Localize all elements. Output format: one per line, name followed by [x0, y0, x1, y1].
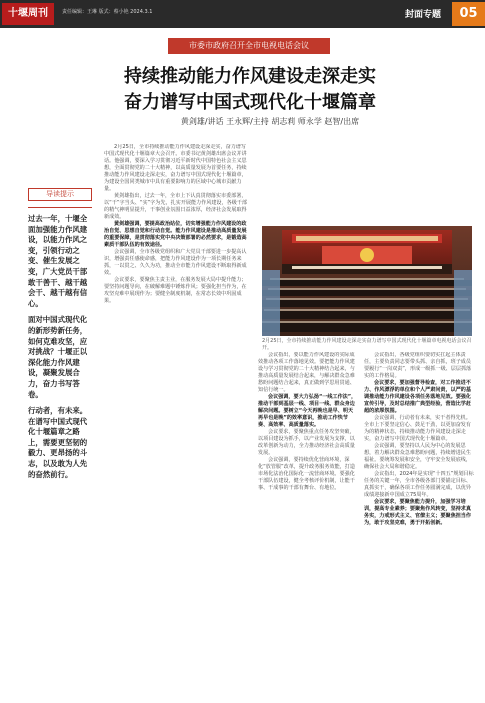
- meeting-photo: [262, 226, 472, 336]
- masthead-logo: 十堰周刊: [2, 3, 54, 25]
- body-column-3: [364, 352, 474, 698]
- body-paragraph: 黄剑雄指出，过去一年，全市上下认真贯彻落实市委部署，以“干”字当头、“实”字为先，扎实开展能力作风建设，各级干部的精气神明显提升，干事创业氛围日益浓厚，经济社会发展取得新成效。: [104, 193, 247, 220]
- header-credits: 责任编辑：王琳 版式：蔡小艳 2024.3.1: [62, 9, 153, 15]
- body-paragraph: 会议要求，要加强督导检查，对工作推进不力、作风漂浮的单位和个人严肃问责，以严的基调推动能力作风建设各项任务落地见效。要强化宣传引导，及时总结推广典型经验，营造比学赶超的浓厚氛围。: [364, 380, 471, 414]
- body-paragraph: 会议要求，要聚焦能力提升，加强学习培训，提高专业素养；要聚焦作风转变，坚持求真务实，力戒形式主义、官僚主义；要聚焦担当作为，敢于攻坚克难，勇于开拓创新。: [364, 499, 471, 526]
- body-paragraph: 会议要求，要聚焦重点任务攻坚突破，以项目建设为抓手，以产业发展为支撑，以改革创新为动力，全力推动经济社会高质量发展。: [258, 429, 355, 456]
- sidebar-paragraph: 行动者，有未来。在谱写中国式现代化十堰篇章之路上，需要更坚韧的毅力、更昂扬的斗志，以及敢为人先的奋然前行。: [28, 406, 88, 479]
- body-paragraph: 会议强调，要持续优化营商环境，深化“放管服”改革，提升政务服务效能，打造市场化法治化国际化一流营商环境。要强化干部队伍建设，健全考核评价机制，让能干事、干成事的干部有舞台、有地位。: [258, 457, 355, 491]
- body-paragraph: 会议强调，行动者有未来，实干者得先机。全市上下要坚定信心、鼓足干劲，以更加奋发有为的精神状态，持续推动能力作风建设走深走实，奋力谱写中国式现代化十堰篇章。: [364, 415, 471, 442]
- article-byline: 黄剑雄/讲话 王永辉/主持 胡志莉 师永学 赵智/出席: [180, 117, 360, 126]
- headline-line-2: 奋力谱写中国式现代化十堰篇章: [124, 92, 376, 113]
- body-paragraph: 会议指出，2024年是实现“十四五”规划目标任务的关键一年，全市各级各部门要锚定目标、真抓实干，确保各项工作任务圆满完成，以优异成绩迎接新中国成立75周年。: [364, 471, 474, 498]
- page-number: 05: [452, 2, 485, 26]
- meeting-hall-image: [262, 226, 472, 336]
- sidebar-paragraph: 过去一年，十堰全面加强能力作风建设，以能力作风之变，引领行动之变、催生发展之变，广大党员干部敢干善干、越干越会干、越干越有信心。: [28, 214, 88, 308]
- headline-line-1: 持续推动能力作风建设走深走实: [124, 66, 376, 87]
- body-paragraph: 会议强调，要坚持以人民为中心的发展思想，着力解决群众急难愁盼问题，持续增进民生福祉。要统筹发展和安全，守牢安全发展底线，确保社会大局和谐稳定。: [364, 443, 471, 470]
- photo-caption: 2月25日，全市持续推动能力作风建设走深走实奋力谱写中国式现代化十堰篇章电视电话会议召开。: [262, 338, 472, 351]
- sidebar-summary: [28, 188, 92, 486]
- body-paragraph: 会议要求，要聚焦主责主业，在服务发展大局中提升能力；要坚持问题导向，在破解难题中锤炼作风；要强化担当作为，在攻坚克难中展现作为；要健全制度机制，在常态长效中巩固成果。: [104, 277, 247, 304]
- sidebar-divider: [28, 207, 92, 208]
- section-title: 封面专题: [405, 10, 442, 20]
- body-column-2: [258, 352, 358, 698]
- body-column-1: [104, 144, 250, 698]
- sidebar-tag: 导读提示: [28, 188, 92, 201]
- body-paragraph: 会议指出，各级党组织要切实扛起主体责任，主要负责同志要带头抓、亲自抓，班子成员要履行“一岗双责”，形成一级抓一级、层层抓落实的工作格局。: [364, 352, 472, 379]
- article-kicker: 市委市政府召开全市电视电话会议: [168, 38, 330, 54]
- body-paragraph: 会议强调，要大力弘扬“一线工作法”，推动干部到基层一线、项目一线、群众身边解决问题。要树立“今天再晚也是早、明天再早也是晚”的效率意识，推动工作快节奏、高效率、高质量落实。: [258, 394, 357, 428]
- body-paragraph: 会议强调，全市各级党组织和广大党员干部要进一步提高认识，增强责任感使命感，把能力作风建设作为一项长期任务来抓，一以贯之、久久为功，推动全市能力作风建设不断取得新成效。: [104, 249, 247, 276]
- sidebar-paragraph: 面对中国式现代化的新形势新任务，如何克难攻坚，应对挑战？十堰正以深化能力作风建设，凝聚发展合力，奋力书写答卷。: [28, 315, 88, 399]
- body-paragraph: 会议指出，要以能力作风建设的实际成效推动各项工作落地见效。要把能力作风建设与学习贯彻党的二十大精神结合起来，与推动高质量发展结合起来，与解决群众急难愁盼问题结合起来，真正做到学思用贯通、知信行统一。: [258, 352, 355, 393]
- page-header: [0, 0, 485, 28]
- body-paragraph: 黄剑雄强调，要提高政治站位，切实增强能力作风建设的政治自觉、思想自觉和行动自觉。能力作风建设是推动高质量发展的重要保障，是贯彻落实党中央决策部署的必然要求，是锻造高素质干部队伍的有效途径。: [104, 221, 247, 248]
- body-paragraph: 2月25日，全市持续推动能力作风建设走深走实，奋力谱写中国式现代化十堰篇章大会召开。市委书记黄剑雄出席会议并讲话。他强调，要深入学习贯彻习近平新时代中国特色社会主义思想，全面贯彻党的二十大精神，以高质量发展为首要任务，持续推动能力作风建设走深走实，奋力谱写中国式现代化十堰篇章，为建设全国同类城市中具有重要影响力的区域中心城市贡献力量。: [104, 144, 247, 192]
